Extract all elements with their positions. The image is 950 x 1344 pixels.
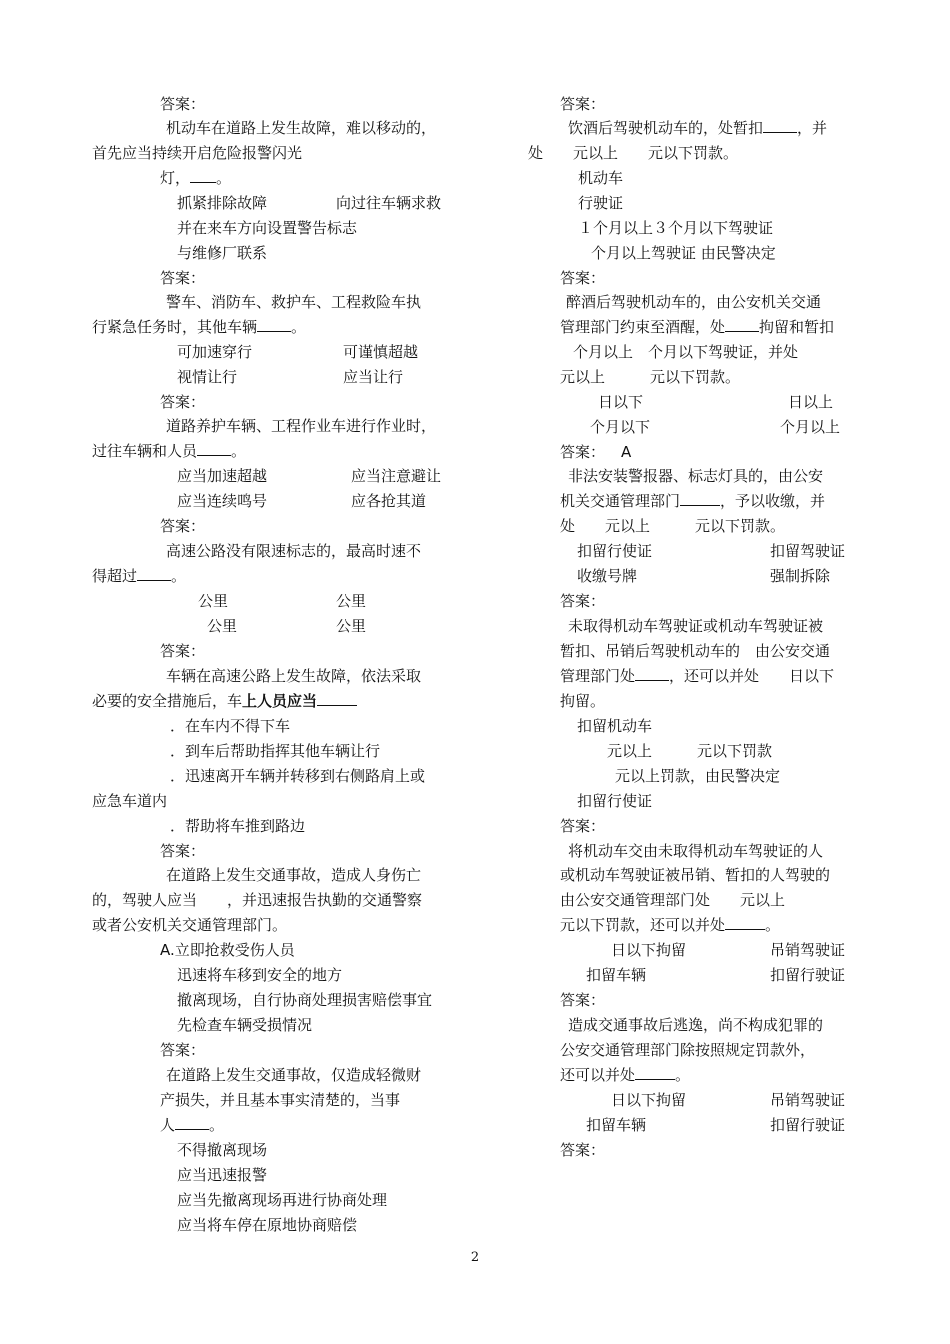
q13-line1: 造成交通事故后逃逸，尚不构成犯罪的	[568, 1016, 824, 1034]
answer-label: 答案：	[160, 517, 206, 535]
answer-label: 答案：	[560, 592, 606, 610]
q7-option-d: 应当将车停在原地协商赔偿	[177, 1216, 358, 1234]
q10-line1: 非法安装警报器、标志灯具的，由公安	[568, 467, 824, 485]
q1-option-a: 抓紧排除故障	[177, 194, 268, 212]
q5-line1: 车辆在高速公路上发生故障，依法采取	[166, 667, 422, 685]
q1-line1: 机动车在道路上发生故障，难以移动的，	[166, 119, 437, 137]
q7-option-c: 应当先撤离现场再进行协商处理	[177, 1191, 388, 1209]
q8-line2: 处 元以上 元以下罚款。	[528, 144, 739, 162]
answer-label: 答案： A	[560, 443, 632, 461]
q5-option-d: ．帮助将车推到路边	[170, 817, 306, 835]
answer-blank	[175, 1115, 209, 1130]
q2-option-c: 视情让行	[177, 368, 238, 386]
q10-line3: 处 元以上 元以下罚款。	[560, 517, 786, 535]
q10-option-a: 扣留行使证	[577, 542, 653, 560]
q1-line2: 首先应当持续开启危险报警闪光	[92, 144, 303, 162]
answer-blank	[635, 1065, 675, 1080]
q2-line1: 警车、消防车、救护车、工程救险车执	[166, 293, 422, 311]
q12-line2: 或机动车驾驶证被吊销、暂扣的人驾驶的	[560, 866, 831, 884]
q8-option-b: 行驶证	[578, 194, 624, 212]
q6-option-b: 迅速将车移到安全的地方	[177, 966, 343, 984]
answer-blank	[257, 317, 291, 332]
q1-option-c: 并在来车方向设置警告标志	[177, 219, 358, 237]
q12-line4: 元以下罚款，还可以并处 。	[560, 916, 781, 934]
q11-line2: 暂扣、吊销后驾驶机动车的 由公安交通	[560, 642, 831, 660]
q5-option-c-cont: 应急车道内	[92, 792, 168, 810]
q12-option-c: 扣留车辆	[586, 966, 647, 984]
q11-line3: 管理部门处 ，还可以并处 日以下	[560, 667, 835, 685]
answer-label: 答案：	[160, 842, 206, 860]
q10-option-b: 扣留驾驶证	[770, 542, 846, 560]
q6-option-c: 撤离现场，自行协商处理损害赔偿事宜	[177, 991, 433, 1009]
q2-line2: 行紧急任务时，其他车辆 。	[92, 318, 307, 336]
q13-option-d: 扣留行驶证	[770, 1116, 846, 1134]
q13-option-c: 扣留车辆	[586, 1116, 647, 1134]
answer-label: 答案：	[560, 269, 606, 287]
answer-label: 答案：	[160, 95, 206, 113]
q7-line3: 人 。	[160, 1116, 225, 1134]
q8-option-a: 机动车	[578, 169, 624, 187]
q5-line2: 必要的安全措施后，车上人员应当	[92, 691, 357, 711]
q2-option-d: 应当让行	[343, 368, 404, 386]
q13-option-b: 吊销驾驶证	[770, 1091, 846, 1109]
q11-option-c: 元以上罚款，由民警决定	[615, 767, 781, 785]
answer-blank	[725, 317, 759, 332]
q1-option-b: 向过往车辆求救	[336, 194, 442, 212]
q12-line3: 由公安交通管理部门处 元以上	[560, 891, 786, 909]
q9-option-d: 个月以上	[780, 418, 841, 436]
answer-label: 答案：	[160, 269, 206, 287]
q10-option-d: 强制拆除	[770, 567, 831, 585]
q8-option-d: 个月以上驾驶证 由民警决定	[591, 244, 776, 262]
answer-label: 答案：	[160, 1041, 206, 1059]
q4-option-a: 公里	[198, 592, 229, 610]
answer-blank	[317, 691, 357, 706]
q11-option-a: 扣留机动车	[577, 717, 653, 735]
q4-option-c: 公里	[207, 617, 238, 635]
q11-option-d: 扣留行使证	[577, 792, 653, 810]
page-number: 2	[470, 1250, 480, 1265]
q13-option-a: 日以下拘留	[611, 1091, 687, 1109]
q12-option-b: 吊销驾驶证	[770, 941, 846, 959]
q4-option-b: 公里	[336, 592, 367, 610]
q5-option-b: ．到车后帮助指挥其他车辆让行	[170, 742, 381, 760]
answer-label: 答案：	[160, 642, 206, 660]
q9-line1: 醉酒后驾驶机动车的，由公安机关交通	[566, 293, 822, 311]
q6-line3: 或者公安机关交通管理部门。	[92, 916, 288, 934]
answer-blank	[190, 168, 216, 183]
q5-option-c: ．迅速离开车辆并转移到右侧路肩上或	[170, 767, 426, 785]
q9-line2: 管理部门约束至酒醒，处 拘留和暂扣	[560, 318, 835, 336]
answer-value: A	[621, 443, 632, 461]
q12-option-a: 日以下拘留	[611, 941, 687, 959]
q6-option-d: 先检查车辆受损情况	[177, 1016, 313, 1034]
answer-blank	[635, 666, 669, 681]
answer-blank	[137, 566, 171, 581]
q8-line1: 饮酒后驾驶机动车的，处暂扣 ，并	[568, 119, 828, 137]
q6-option-a: A.立即抢救受伤人员	[160, 941, 295, 959]
q9-option-b: 日以上	[788, 393, 834, 411]
q4-line1: 高速公路没有限速标志的，最高时速不	[166, 542, 422, 560]
answer-blank	[725, 915, 765, 930]
answer-label: 答案：	[560, 95, 606, 113]
q7-option-a: 不得撤离现场	[177, 1141, 268, 1159]
q1-line3: 灯， 。	[160, 169, 232, 187]
q9-line3: 个月以上 个月以下驾驶证，并处	[573, 343, 799, 361]
q13-line2: 公安交通管理部门除按照规定罚款外，	[560, 1041, 816, 1059]
q3-line1: 道路养护车辆、工程作业车进行作业时，	[166, 417, 437, 435]
q13-line3: 还可以并处 。	[560, 1066, 691, 1084]
q8-option-c: １个月以上３个月以下驾驶证	[578, 219, 774, 237]
q12-option-d: 扣留行驶证	[770, 966, 846, 984]
q7-line1: 在道路上发生交通事故，仅造成轻微财	[166, 1066, 422, 1084]
q2-option-b: 可谨慎超越	[343, 343, 419, 361]
q3-line2: 过往车辆和人员 。	[92, 442, 247, 460]
answer-label: 答案：	[560, 1141, 606, 1159]
q11-line4: 拘留。	[560, 692, 606, 710]
answer-label: 答案：	[160, 393, 206, 411]
q6-line2: 的，驾驶人应当 ，并迅速报告执勤的交通警察	[92, 891, 423, 909]
q7-line2: 产损失，并且基本事实清楚的，当事	[160, 1091, 401, 1109]
q7-option-b: 应当迅速报警	[177, 1166, 268, 1184]
q11-option-b: 元以上 元以下罚款	[607, 742, 773, 760]
q10-option-c: 收缴号牌	[577, 567, 638, 585]
q11-line1: 未取得机动车驾驶证或机动车驾驶证被	[568, 617, 824, 635]
q9-option-a: 日以下	[598, 393, 644, 411]
q3-option-b: 应当注意避让	[351, 467, 442, 485]
answer-label: 答案：	[560, 991, 606, 1009]
q2-option-a: 可加速穿行	[177, 343, 253, 361]
q12-line1: 将机动车交由未取得机动车驾驶证的人	[568, 842, 824, 860]
q1-option-d: 与维修厂联系	[177, 244, 268, 262]
answer-blank	[680, 491, 720, 506]
q9-line4: 元以上 元以下罚款。	[560, 368, 741, 386]
q4-line2: 得超过 。	[92, 567, 187, 585]
answer-label: 答案：	[560, 817, 606, 835]
q5-option-a: ．在车内不得下车	[170, 717, 291, 735]
q4-option-d: 公里	[336, 617, 367, 635]
answer-blank	[197, 441, 231, 456]
q3-option-a: 应当加速超越	[177, 467, 268, 485]
q6-line1: 在道路上发生交通事故，造成人身伤亡	[166, 866, 422, 884]
answer-blank	[763, 118, 797, 133]
q3-option-d: 应各抢其道	[351, 492, 427, 510]
q3-option-c: 应当连续鸣号	[177, 492, 268, 510]
q9-option-c: 个月以下	[590, 418, 651, 436]
q10-line2: 机关交通管理部门 ，予以收缴，并	[560, 492, 826, 510]
